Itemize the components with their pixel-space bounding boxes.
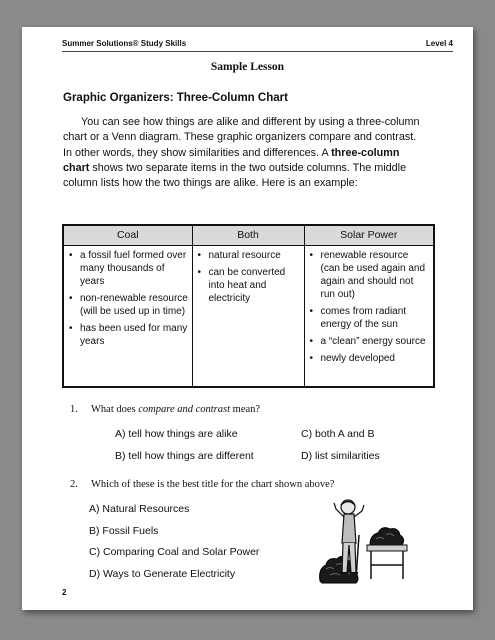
intro-text-1: You can see how things are alike and different by using a three-column chart or a Venn diagram. These graphic organizers compare and contrast. In other words, they show similarities and differences. A [63, 116, 420, 159]
running-header [62, 39, 453, 48]
solar-column [304, 246, 434, 388]
coal-column [63, 246, 192, 388]
coal-item: • has been used for many years [67, 322, 189, 348]
header-series-title: Summer Solutions® Study Skills [62, 39, 187, 48]
question-text: Which of these is the best title for the chart shown above? [91, 479, 335, 490]
intro-term: three-column chart [63, 146, 400, 174]
q2-option-b[interactable]: B) Fossil Fuels [89, 525, 159, 537]
q1-option-a[interactable]: A) tell how things are alike [115, 428, 238, 440]
question-text: What does compare and contrast mean? [91, 404, 261, 415]
coal-item: • a fossil fuel formed over many thousands of years [67, 249, 189, 288]
solar-item: • newly developed [308, 352, 431, 365]
both-item: • natural resource [196, 249, 301, 262]
q2-option-c[interactable]: C) Comparing Coal and Solar Power [89, 546, 260, 558]
both-item: • can be converted into heat and electricity [196, 266, 301, 305]
table-with-coal-icon [367, 528, 407, 579]
question-number: 2. [70, 479, 78, 490]
chart-header-both: Both [192, 225, 304, 246]
solar-item: • comes from radiant energy of the sun [308, 305, 431, 331]
chart-header-solar: Solar Power [304, 225, 434, 246]
coal-item: • non-renewable resource (will be used up in time) [67, 292, 189, 318]
question-number: 1. [70, 404, 78, 415]
q1-option-b[interactable]: B) tell how things are different [115, 450, 254, 462]
question-emphasis: compare and contrast [138, 404, 231, 415]
both-column [192, 246, 304, 388]
header-rule [62, 51, 453, 52]
q2-option-d[interactable]: D) Ways to Generate Electricity [89, 568, 236, 580]
solar-item: • renewable resource (can be used again and again and should not run out) [308, 249, 431, 301]
q1-option-d[interactable]: D) list similarities [301, 450, 380, 462]
intro-paragraph [63, 115, 421, 191]
section-title: Graphic Organizers: Three-Column Chart [63, 92, 288, 104]
solar-item: • a “clean” energy source [308, 335, 431, 348]
cartoon-illustration [312, 495, 412, 590]
q1-option-c[interactable]: C) both A and B [301, 428, 375, 440]
q2-option-a[interactable]: A) Natural Resources [89, 503, 190, 515]
header-level: Level 4 [425, 39, 453, 48]
intro-text-2: shows two separate items in the two outside columns. The middle column lists how the two things are alike. Here is an example: [63, 161, 407, 190]
lesson-title: Sample Lesson [210, 61, 285, 73]
chart-header-coal: Coal [63, 225, 192, 246]
page-number: 2 [62, 588, 67, 597]
three-column-chart [62, 224, 435, 388]
worksheet-page [22, 27, 473, 610]
